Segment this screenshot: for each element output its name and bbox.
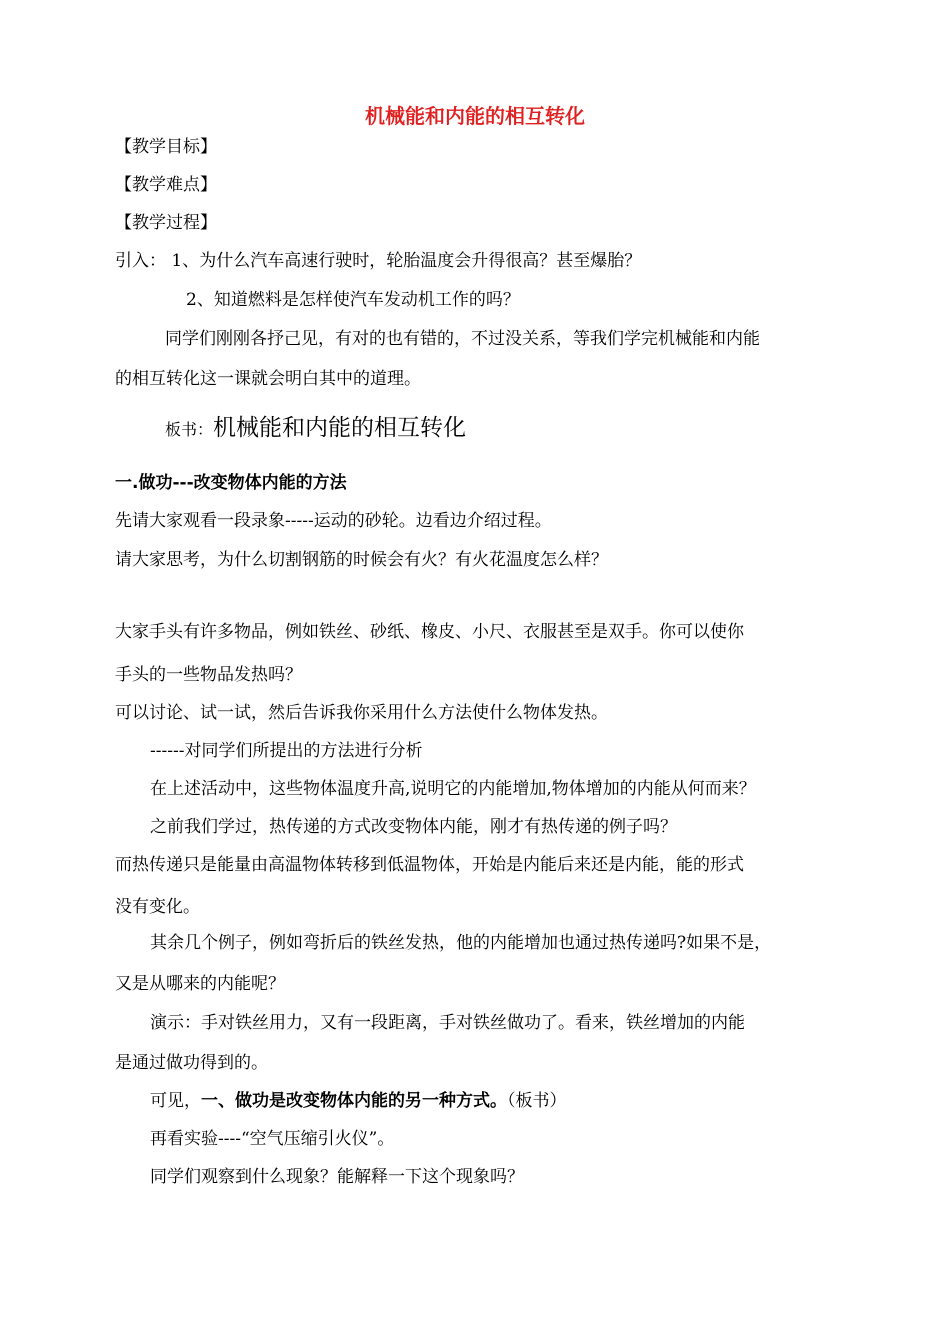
board-text: 机械能和内能的相互转化 xyxy=(213,415,467,441)
paragraph-line: 在上述活动中，这些物体温度升高,说明它的内能增加,物体增加的内能从何而来？ xyxy=(150,779,756,799)
board-note xyxy=(165,417,466,441)
conclusion-suffix: （板书） xyxy=(507,1091,567,1111)
conclusion-line xyxy=(150,1090,567,1112)
conclusion-prefix: 可见， xyxy=(150,1091,201,1111)
paragraph-line: 又是从哪来的内能呢？ xyxy=(115,974,285,994)
page-title: 机械能和内能的相互转化 xyxy=(365,104,585,128)
paragraph-line: 请大家思考，为什么切割钢筋的时候会有火？有火花温度怎么样？ xyxy=(115,550,608,570)
conclusion-bold: 一、做功是改变物体内能的另一种方式。 xyxy=(201,1091,507,1111)
paragraph-line: 再看实验----“空气压缩引火仪”。 xyxy=(150,1129,395,1149)
paragraph-line: ------对同学们所提出的方法进行分析 xyxy=(150,741,423,761)
paragraph-line: 先请大家观看一段录象-----运动的砂轮。边看边介绍过程。 xyxy=(115,511,552,531)
paragraph-line: 之前我们学过，热传递的方式改变物体内能，刚才有热传递的例子吗？ xyxy=(150,817,677,837)
section-heading: 一.做功---改变物体内能的方法 xyxy=(115,473,347,493)
intro-question-1: 引入： 1、为什么汽车高速行驶时，轮胎温度会升得很高？甚至爆胎？ xyxy=(115,251,642,271)
paragraph-line: 而热传递只是能量由高温物体转移到低温物体，开始是内能后来还是内能，能的形式 xyxy=(115,855,744,875)
heading-difficulties: 【教学难点】 xyxy=(115,175,217,195)
paragraph-line: 是通过做功得到的。 xyxy=(115,1053,268,1073)
paragraph-line: 手头的一些物品发热吗？ xyxy=(115,665,302,685)
paragraph-line: 其余几个例子，例如弯折后的铁丝发热，他的内能增加也通过热传递吗?如果不是， xyxy=(150,933,772,953)
paragraph-line: 同学们观察到什么现象？能解释一下这个现象吗？ xyxy=(150,1167,524,1187)
heading-objectives: 【教学目标】 xyxy=(115,137,217,157)
paragraph-line: 大家手头有许多物品，例如铁丝、砂纸、橡皮、小尺、衣服甚至是双手。你可以使你 xyxy=(115,622,744,642)
paragraph-line: 同学们刚刚各抒己见，有对的也有错的，不过没关系，等我们学完机械能和内能 xyxy=(165,329,760,349)
paragraph-line: 演示：手对铁丝用力，又有一段距离，手对铁丝做功了。看来，铁丝增加的内能 xyxy=(150,1013,745,1033)
board-prefix: 板书： xyxy=(165,420,214,439)
heading-process: 【教学过程】 xyxy=(115,213,217,233)
paragraph-line: 没有变化。 xyxy=(115,897,200,917)
paragraph-line: 可以讨论、试一试，然后告诉我你采用什么方法使什么物体发热。 xyxy=(115,703,608,723)
paragraph-line: 的相互转化这一课就会明白其中的道理。 xyxy=(115,369,421,389)
intro-question-2: 2、知道燃料是怎样使汽车发动机工作的吗？ xyxy=(186,290,520,310)
